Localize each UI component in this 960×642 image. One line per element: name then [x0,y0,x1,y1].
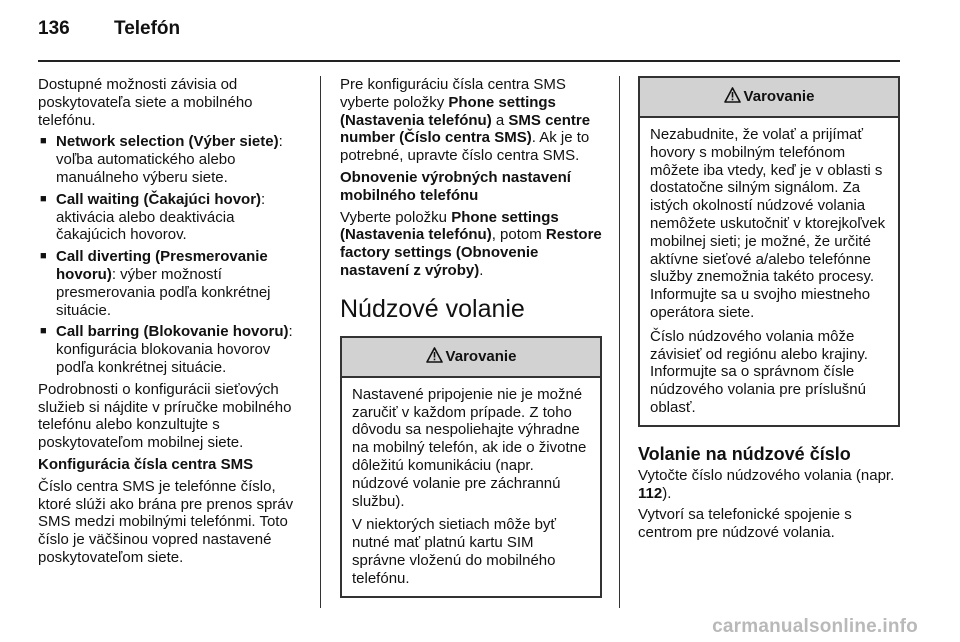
dial-text: Vytočte číslo núdzového volania (napr. 112). [638,466,895,502]
sms-config-text: Pre konfiguráciu čísla centra SMS vyberte položky Phone settings (Nastavenia telefónu) a SMS centre number (Číslo centra SMS). Ak je to potrebné, upravte číslo centra SMS. [340,76,591,165]
bullet-term: Network selection (Výber siete) [56,133,279,151]
column-divider [320,76,321,608]
factory-text: Vyberte položku Phone settings (Nastavenia telefónu), potom Restore factory settings (Obnovenie nastavení z výroby). [340,208,602,279]
warning-box [638,76,900,427]
warning-header [640,78,898,118]
warning-text: V niektorých sietiach môže byť nutné mať platnú kartu SIM správne vloženú do mobilného telefónu. [352,516,557,587]
warning-box [340,336,602,598]
section-title: Núdzové volanie [340,294,525,323]
bullet-term: Call waiting (Čakajúci hovor) [56,190,262,208]
watermark: carmanualsonline.info [712,616,918,637]
intro-text: Dostupné možnosti závisia od poskytovateľa siete a mobilného telefónu. [38,76,253,129]
sms-heading: Konfigurácia čísla centra SMS [38,455,254,473]
details-text: Podrobnosti o konfigurácii sieťových služieb si nájdite v príručke mobilného telefónu alebo konzultujte s poskytovateľom mobilnej siete. [38,380,292,452]
sms-text: Číslo centra SMS je telefónne číslo, ktoré slúži ako brána pre prenos správ SMS medzi mobilnými telefónmi. Toto číslo je väčšinou vopred nastavené poskytovateľom siete. [38,477,294,566]
warning-text: Nezabudnite, že volať a prijímať hovory s mobilným telefónom môžete iba vtedy, keď je v oblasti s dostatočne silným signálom. Za istých okolností núdzové volania nemôžete uskutočniť v ktorejkoľvek mobilnej sieti; je možné, že určité aktívne sieťové a/alebo telefónne služby znemožnia takéto procesy. Informujte sa u svojho miestneho operátora siete. [650,126,886,321]
bullet-desc: voľba automatického alebo manuálneho výberu siete. [56,151,236,186]
list-item: ■ Call barring (Blokovanie hovoru): konfigurácia blokovania hovorov podľa konkrétnej situácie. [38,323,304,376]
warning-triangle-icon [426,347,443,363]
warning-header [342,338,600,378]
factory-heading: Obnovenie výrobných nastavení mobilného telefónu [340,168,571,204]
column-2 [340,76,602,598]
page-title: Telefón [114,18,181,39]
column-divider [619,76,620,608]
bullet-term: Call diverting (Presmerovanie hovoru) [56,248,268,283]
connection-text: Vytvorí sa telefonické spojenie s centrom pre núdzové volania. [638,506,852,542]
warning-title: Varovanie [445,347,517,365]
bullet-desc: konfigurácia blokovania hovorov podľa konkrétnej situácie. [56,341,271,376]
list-item: ■ Call diverting (Presmerovanie hovoru): výber možností presmerovania podľa konkrétnej situácie. [38,248,304,319]
warning-body [640,118,898,425]
list-item: ■ Network selection (Výber siete): voľba automatického alebo manuálneho výberu siete. [38,133,304,186]
settings-list [38,133,304,376]
warning-text: Nastavené pripojenie nie je možné zaručiť v každom prípade. Z toho dôvodu sa nespoliehajte výhradne na mobilný telefón, ak ide o životne dôležitú komunikáciu (napr. núdzové volanie pre záchrannú službu). [352,385,587,510]
warning-triangle-icon [724,87,741,103]
page-number: 136 [38,18,70,39]
column-1 [38,76,304,571]
warning-body [342,378,600,596]
warning-text: Číslo núdzového volania môže závisieť od regiónu alebo krajiny. Informujte sa o správnom čísle núdzového volania pre príslušnú oblasť. [650,327,868,416]
column-3 [638,76,900,546]
warning-title: Varovanie [743,88,815,105]
list-item: ■ Call waiting (Čakajúci hovor): aktivácia alebo deaktivácia čakajúcich hovorov. [38,191,304,244]
bullet-term: Call barring (Blokovanie hovoru) [56,323,289,341]
bullet-desc: aktivácia alebo deaktivácia čakajúcich hovorov. [56,208,235,244]
bullet-desc: výber možností presmerovania podľa konkrétnej situácie. [56,265,271,319]
header-rule [38,60,900,62]
subsection-title: Volanie na núdzové číslo [638,443,851,464]
